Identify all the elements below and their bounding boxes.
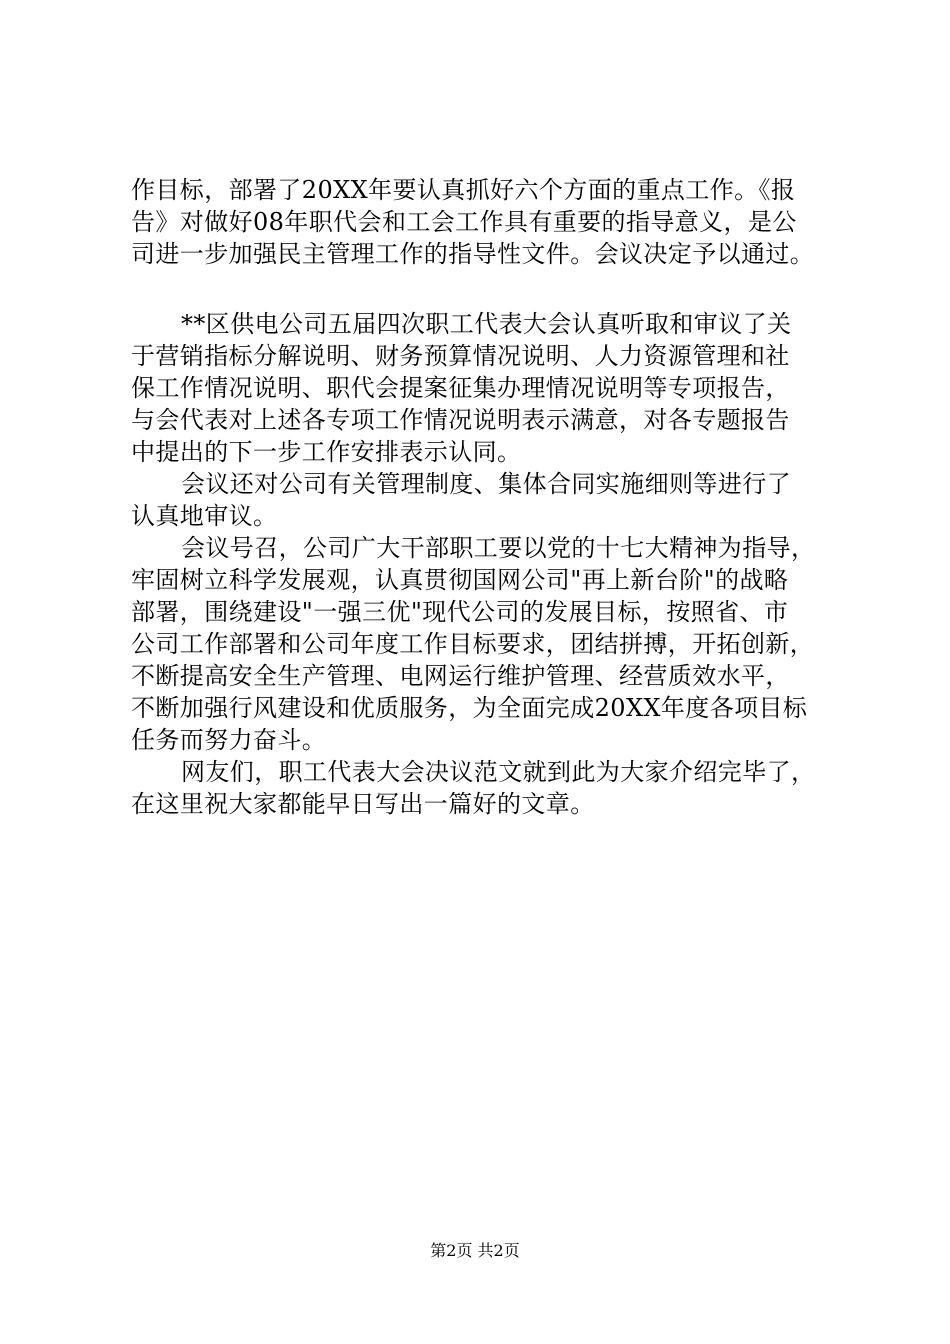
text-line: 告》对做好08年职代会和工会工作具有重要的指导意义，是公 [131, 208, 797, 236]
text-line: 司进一步加强民主管理工作的指导性文件。会议决定予以通过。 [131, 240, 815, 268]
paragraph-review [131, 468, 851, 532]
text-line: 任务而努力奋斗。 [131, 726, 327, 754]
text-line: 在这里祝大家都能早日写出一篇好的文章。 [131, 790, 595, 818]
paragraph-special-reports [131, 308, 851, 468]
text-line: 牢固树立科学发展观，认真贯彻国网公司"再上新台阶"的战略 [131, 566, 789, 594]
paragraph-call-to-action [131, 532, 851, 756]
text-line: 保工作情况说明、职代会提案征集办理情况说明等专项报告， [131, 374, 790, 402]
text-line: **区供电公司五届四次职工代表大会认真听取和审议了关 [181, 310, 792, 338]
text-line: 不断提高安全生产管理、电网运行维护管理、经营质效水平， [131, 662, 790, 690]
page-number-footer: 第2页 共2页 [430, 1241, 520, 1260]
text-line: 会议号召，公司广大干部职工要以党的十七大精神为指导， [181, 534, 816, 562]
text-line: 网友们，职工代表大会决议范文就到此为大家介绍完毕了， [181, 758, 816, 786]
text-line: 不断加强行风建设和优质服务，为全面完成20XX年度各项目标 [131, 694, 808, 722]
document-body [131, 174, 851, 820]
text-line: 作目标，部署了20XX年要认真抓好六个方面的重点工作。《报 [131, 176, 796, 204]
text-line: 中提出的下一步工作安排表示认同。 [131, 438, 522, 466]
text-line: 与会代表对上述各专项工作情况说明表示满意，对各专题报告 [131, 406, 790, 434]
text-line: 于营销指标分解说明、财务预算情况说明、人力资源管理和社 [131, 342, 790, 370]
text-line: 会议还对公司有关管理制度、集体合同实施细则等进行了 [181, 470, 791, 498]
paragraph-spacer [131, 270, 851, 308]
text-line: 公司工作部署和公司年度工作目标要求，团结拼搏，开拓创新， [131, 630, 815, 658]
text-line: 认真地审议。 [131, 502, 278, 530]
paragraph-closing [131, 756, 851, 820]
text-line: 部署，围绕建设"一强三优"现代公司的发展目标，按照省、市 [131, 598, 789, 626]
paragraph-work-goals [131, 174, 851, 270]
